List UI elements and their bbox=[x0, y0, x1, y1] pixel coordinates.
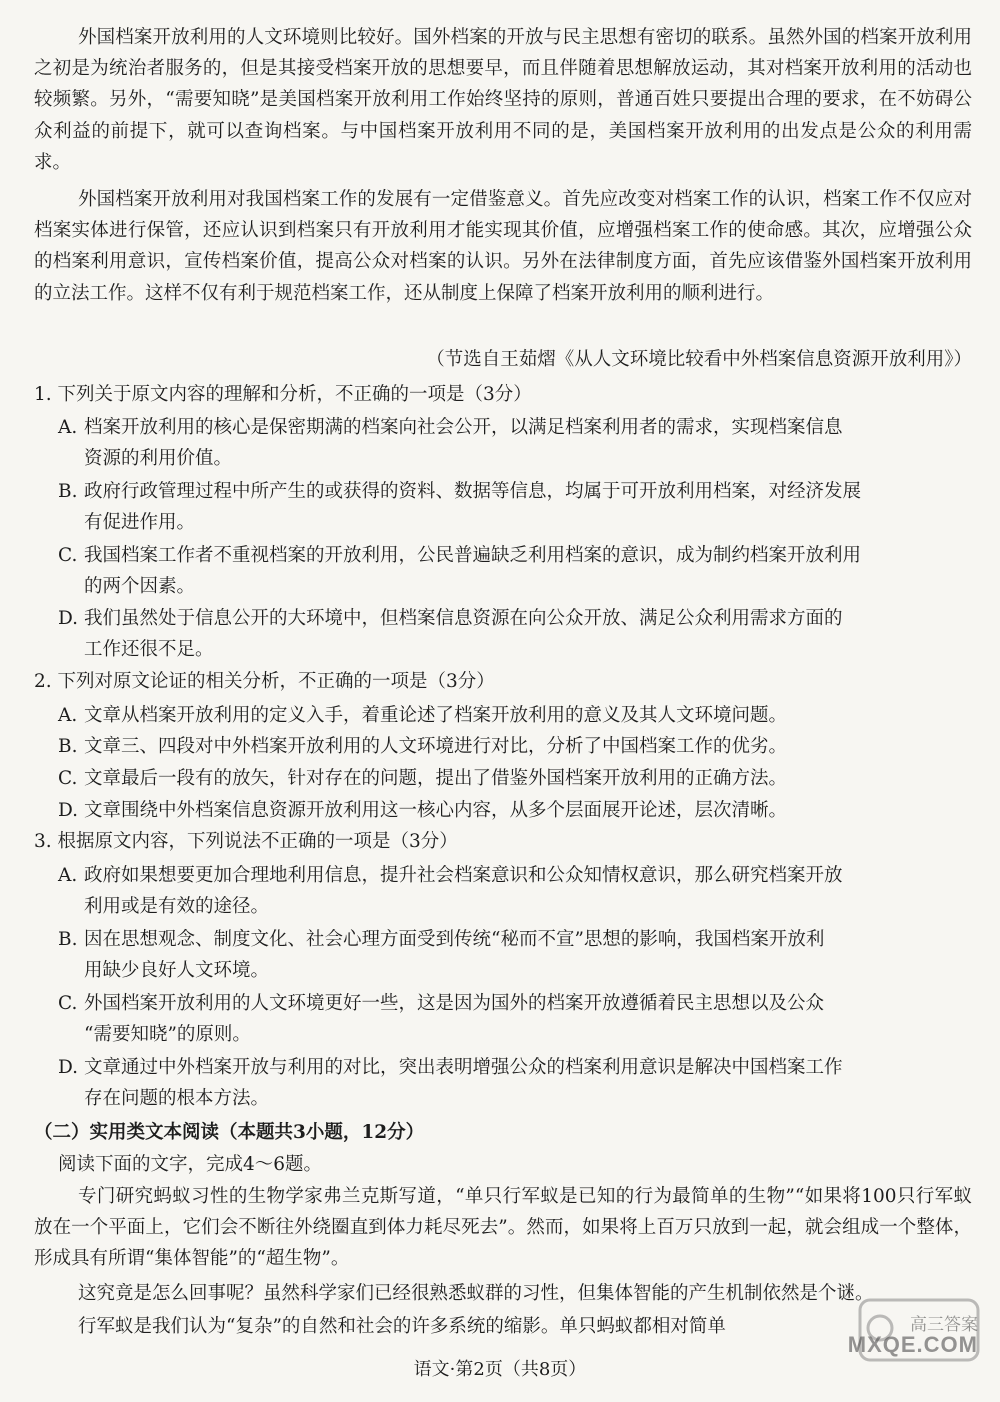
question-1-option-b: B. 政府行政管理过程中所产生的或获得的资料、数据等信息，均属于可开放利用档案，对经济发展 有促进作用。 bbox=[58, 476, 970, 538]
option-label: B. bbox=[58, 481, 78, 502]
question-2-option-a: A. 文章从档案开放利用的定义入手，着重论述了档案开放利用的意义及其人文环境问题。 bbox=[58, 700, 970, 731]
paragraph-reference-significance: 外国档案开放利用对我国档案工作的发展有一定借鉴意义。首先应改变对档案工作的认识，档案工作不仅应对档案实体进行保管，还应认识到档案只有开放利用才能实现其价值，应增强档案工作的使命感。其次，应增强公众的档案利用意识，宣传档案价值，提高公众对档案的认识。另外在法律制度方面，首先应该借鉴外国档案开放利用的立法工作。这样不仅有利于规范档案工作，还从制度上保障了档案开放利用的顺利进行。 bbox=[34, 189, 972, 304]
question-1-option-d: D. 我们虽然处于信息公开的大环境中，但档案信息资源在向公众开放、满足公众利用需求方面的 工作还很不足。 bbox=[58, 603, 970, 665]
question-2-stem: 2. 下列对原文论证的相关分析，不正确的一项是（3分） bbox=[34, 671, 495, 692]
question-2-option-b: B. 文章三、四段对中外档案开放利用的人文环境进行对比，分析了中国档案工作的优劣。 bbox=[58, 731, 970, 762]
option-label: C. bbox=[58, 768, 78, 789]
question-1-option-c: C. 我国档案工作者不重视档案的开放利用，公民普遍缺乏利用档案的意识，成为制约档案开放利用 的两个因素。 bbox=[58, 540, 970, 602]
option-label: C. bbox=[58, 545, 78, 566]
watermark-label: 高三答案 bbox=[910, 1315, 978, 1335]
option-label: D. bbox=[58, 608, 79, 629]
question-2-option-d: D. 文章围绕中外档案信息资源开放利用这一核心内容，从多个层面展开论述，层次清晰。 bbox=[58, 795, 970, 826]
option-label: D. bbox=[58, 800, 79, 821]
source-citation: （节选自王茹熠《从人文环境比较看中外档案信息资源开放利用》） bbox=[426, 349, 972, 370]
option-label: A. bbox=[58, 865, 78, 886]
option-label: C. bbox=[58, 993, 78, 1014]
question-3-stem: 3. 根据原文内容，下列说法不正确的一项是（3分） bbox=[34, 831, 458, 852]
option-label: B. bbox=[58, 929, 78, 950]
question-1-option-a: A. 档案开放利用的核心是保密期满的档案向社会公开，以满足档案利用者的需求，实现档案信息 资源的利用价值。 bbox=[58, 412, 970, 474]
paragraph-foreign-archives-environment: 外国档案开放利用的人文环境则比较好。国外档案的开放与民主思想有密切的联系。虽然外国的档案开放利用之初是为统治者服务的，但是其接受档案开放的思想要早，而且伴随着思想解放运动，其对档案开放利用的活动也较频繁。另外，“需要知晓”是美国档案开放利用工作始终坚持的原则，普通百姓只要提出合理的要求，在不妨碍公众利益的前提下，就可以查询档案。与中国档案开放利用不同的是，美国档案开放利用的出发点是公众的利用需求。 bbox=[34, 27, 972, 173]
question-3-option-d: D. 文章通过中外档案开放与利用的对比，突出表明增强公众的档案利用意识是解决中国档案工作 存在问题的根本方法。 bbox=[58, 1052, 970, 1114]
question-2-option-c: C. 文章最后一段有的放矢，针对存在的问题，提出了借鉴外国档案开放利用的正确方法。 bbox=[58, 763, 970, 794]
option-label: A. bbox=[58, 417, 78, 438]
question-1-stem: 1. 下列关于原文内容的理解和分析，不正确的一项是（3分） bbox=[34, 384, 532, 405]
option-label: A. bbox=[58, 705, 78, 726]
option-label: B. bbox=[58, 736, 78, 757]
paragraph-complex-systems: 行军蚁是我们认为“复杂”的自然和社会的许多系统的缩影。单只蚂蚁都相对简单 bbox=[78, 1316, 726, 1337]
watermark-site: MXQE.COM bbox=[847, 1332, 978, 1357]
page-footer: 语文·第2页（共8页） bbox=[413, 1359, 587, 1380]
section-2-title: （二）实用类文本阅读（本题共3小题，12分） bbox=[34, 1122, 425, 1143]
paragraph-army-ants-intro: 专门研究蚂蚁习性的生物学家弗兰克斯写道，“单只行军蚁是已知的行为最简单的生物”“如果将100只行军蚁放在一个平面上，它们会不断往外绕圈直到体力耗尽死去”。然而，如果将上百万只放到一起，就会组成一个整体，形成具有所谓“集体智能”的“超生物”。 bbox=[34, 1186, 972, 1270]
option-label: D. bbox=[58, 1057, 79, 1078]
section-2-instruction: 阅读下面的文字，完成4～6题。 bbox=[58, 1154, 323, 1175]
paragraph-mystery: 这究竟是怎么回事呢？虽然科学家们已经很熟悉蚁群的习性，但集体智能的产生机制依然是个谜。 bbox=[78, 1283, 874, 1304]
question-3-option-a: A. 政府如果想要更加合理地利用信息，提升社会档案意识和公众知情权意识，那么研究档案开放 利用或是有效的途径。 bbox=[58, 860, 970, 922]
question-3-option-b: B. 因在思想观念、制度文化、社会心理方面受到传统“秘而不宣”思想的影响，我国档案开放利 用缺少良好人文环境。 bbox=[58, 924, 970, 986]
question-3-option-c: C. 外国档案开放利用的人文环境更好一些，这是因为国外的档案开放遵循着民主思想以及公众 “需要知晓”的原则。 bbox=[58, 988, 970, 1050]
